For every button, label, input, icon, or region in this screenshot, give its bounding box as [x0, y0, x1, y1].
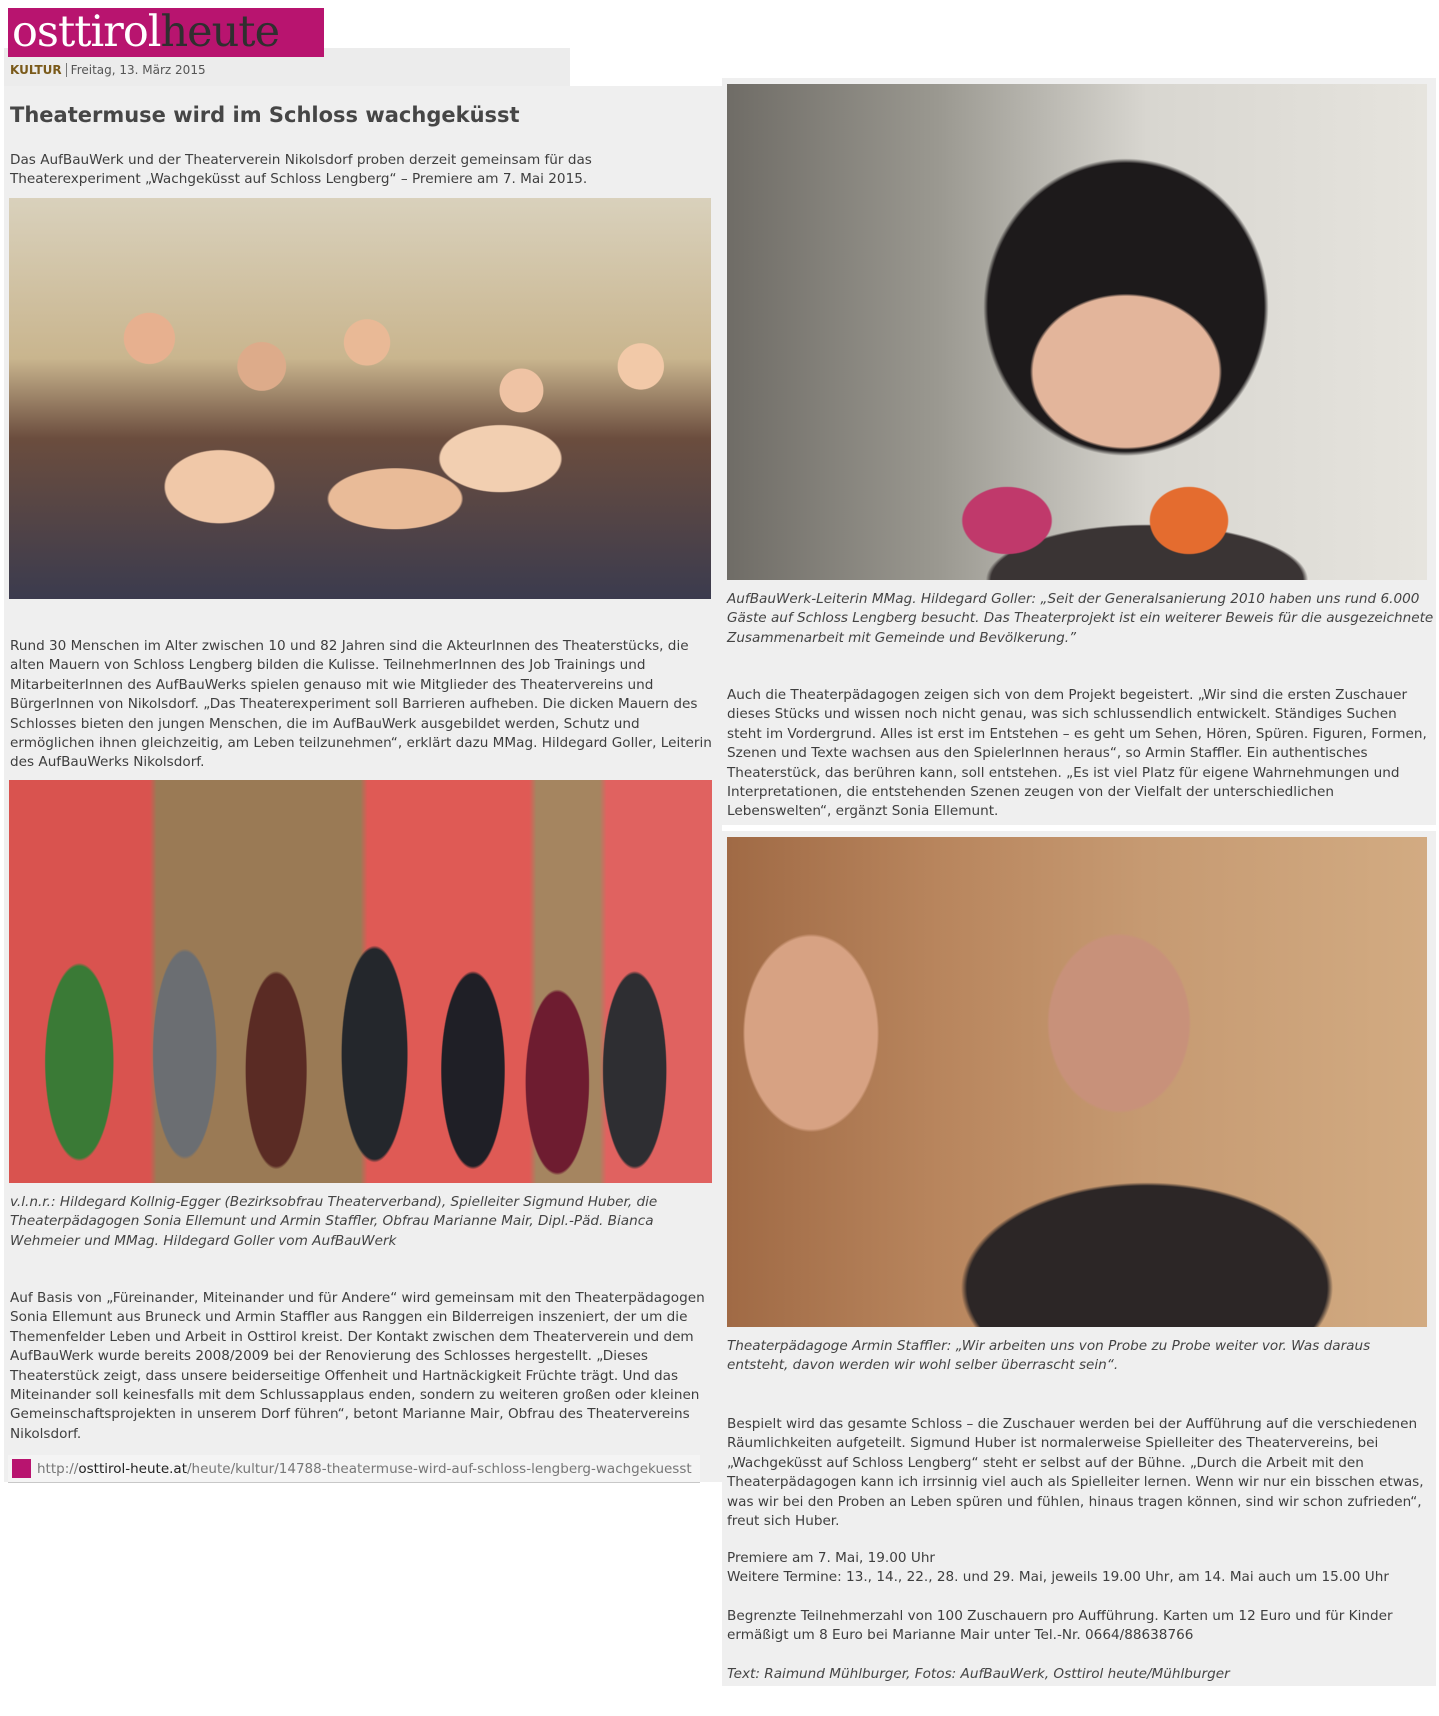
- caption-group-photo: v.l.n.r.: Hildegard Kollnig-Egger (Bezirksobfrau Theaterverband), Spielleiter Sigmund Huber, die Theaterpädagogen Sonia Ellemunt und Armin Staffler, Obfrau Marianne Mair, Dipl.-Päd. Bianca Wehmeier und MMag. Hildegard Goller vom AufBauWerk: [10, 1194, 658, 1249]
- article-paragraph-2: Auf Basis von „Füreinander, Miteinander und für Andere“ wird gemeinsam mit den Theaterpädagogen Sonia Ellemunt aus Bruneck und Armin Staffler aus Ranggen ein Bilderreigen inszeniert, der um die Themenfelder Leben und Arbeit in Osttirol kreist. Der Kontakt zwischen dem Theaterverein und dem AufBauWerk wurde bereits 2008/2009 bei der Renovierung des Schlosses hergestellt. „Dieses Theaterstück zeigt, dass unsere beiderseitige Offenheit und Hartnäckigkeit Früchte trägt. Und das Miteinander soll keinesfalls mit dem Schlussapplaus enden, sondern zu weiteren großen oder kleinen Gemeinschaftsprojekten in unserem Dorf führen“, betont Marianne Mair, Obfrau des Theatervereins Nikolsdorf.: [10, 1290, 705, 1442]
- article-date: Freitag, 13. März 2015: [70, 63, 206, 77]
- article-headline: Theatermuse wird im Schloss wachgeküsst: [10, 103, 520, 127]
- photo-armin-staffler: [727, 837, 1427, 1327]
- photo-rehearsal-hands: [9, 198, 711, 599]
- divider: [722, 825, 1436, 831]
- article-meta: [10, 63, 206, 77]
- divider: [66, 63, 67, 77]
- article-lead: Das AufBauWerk und der Theaterverein Nikolsdorf proben derzeit gemeinsam für das Theaterexperiment „Wachgeküsst auf Schloss Lengberg“ – Premiere am 7. Mai 2015.: [10, 152, 592, 188]
- photo-hildegard-goller: [727, 84, 1427, 580]
- site-logo[interactable]: osttirolheute: [8, 8, 324, 57]
- favicon-icon: [12, 1459, 31, 1478]
- url-text[interactable]: http://osttirol-heute.at/heute/kultur/14788-theatermuse-wird-auf-schloss-lengberg-wachgekuesst: [37, 1461, 692, 1477]
- caption-goller-photo: AufBauWerk-Leiterin MMag. Hildegard Goller: „Seit der Generalsanierung 2010 haben uns rund 6.000 Gäste auf Schloss Lengberg besucht. Das Theaterprojekt ist ein weiterer Beweis für die ausgezeichnete Zusammenarbeit mit Gemeinde und Bevölkerung.”: [727, 591, 1434, 646]
- further-dates: Weitere Termine: 13., 14., 22., 28. und 29. Mai, jeweils 19.00 Uhr, am 14. Mai auch um 15.00 Uhr: [727, 1569, 1389, 1585]
- ticket-info: Begrenzte Teilnehmerzahl von 100 Zuschauern pro Aufführung. Karten um 12 Euro und für Kinder ermäßigt um 8 Euro bei Marianne Mair unter Tel.-Nr. 0664/88638766: [727, 1608, 1393, 1644]
- caption-staffler-photo: Theaterpädagoge Armin Staffler: „Wir arbeiten uns von Probe zu Probe weiter vor. Was daraus entsteht, davon werden wir wohl selber überrascht sein“.: [727, 1338, 1371, 1374]
- article-credits: Text: Raimund Mühlburger, Fotos: AufBauWerk, Osttirol heute/Mühlburger: [727, 1666, 1230, 1682]
- article-paragraph-3: Auch die Theaterpädagogen zeigen sich von dem Projekt begeistert. „Wir sind die ersten Zuschauer dieses Stücks und wissen noch nicht genau, was sich schlussendlich entwickelt. Ständiges Suchen steht im Vordergrund. Alles ist erst im Entstehen – es geht um Sehen, Hören, Spüren. Figuren, Formen, Szenen und Texte wachsen aus den SpielerInnen heraus“, so Armin Staffler. Ein authentisches Theaterstück, das berühren kann, soll entstehen. „Es ist viel Platz für eigene Wahrnehmungen und Interpretationen, die entstehenden Szenen zeugen von der Vielfalt der unterschiedlichen Lebenswelten“, ergänzt Sonia Ellemunt.: [727, 687, 1427, 820]
- section-label[interactable]: KULTUR: [10, 63, 62, 77]
- article-paragraph-4: Bespielt wird das gesamte Schloss – die Zuschauer werden bei der Aufführung auf die verschiedenen Räumlichkeiten aufgeteilt. Sigmund Huber ist normalerweise Spielleiter des Theatervereins, bei „Wachgeküsst auf Schloss Lengberg“ steht er selbst auf der Bühne. „Durch die Arbeit mit den Theaterpädagogen kann ich irrsinnig viel auch als Spielleiter lernen. Wenn wir nur ein bisschen etwas, was wir bei den Proben an Leben spüren und fühlen, hinaus tragen können, sind wir schon zufrieden“, freut sich Huber.: [727, 1416, 1424, 1530]
- article-paragraph-1: Rund 30 Menschen im Alter zwischen 10 und 82 Jahren sind die AkteurInnen des Theaterstücks, die alten Mauern von Schloss Lengberg bilden die Kulisse. TeilnehmerInnen des Job Trainings und MitarbeiterInnen des AufBauWerks spielen genauso mit wie Mitglieder des Theatervereins und BürgerInnen von Nikolsdorf. „Das Theaterexperiment soll Barrieren aufheben. Die dicken Mauern des Schlosses bieten den jungen Menschen, die im AufBauWerk ausgebildet werden, Schutz und ermöglichen ihnen gleichzeitig, am Leben teilzunehmen“, erklärt dazu MMag. Hildegard Goller, Leiterin des AufBauWerks Nikolsdorf.: [10, 638, 712, 771]
- premiere-info: Premiere am 7. Mai, 19.00 Uhr: [727, 1550, 936, 1566]
- photo-group: [9, 780, 712, 1183]
